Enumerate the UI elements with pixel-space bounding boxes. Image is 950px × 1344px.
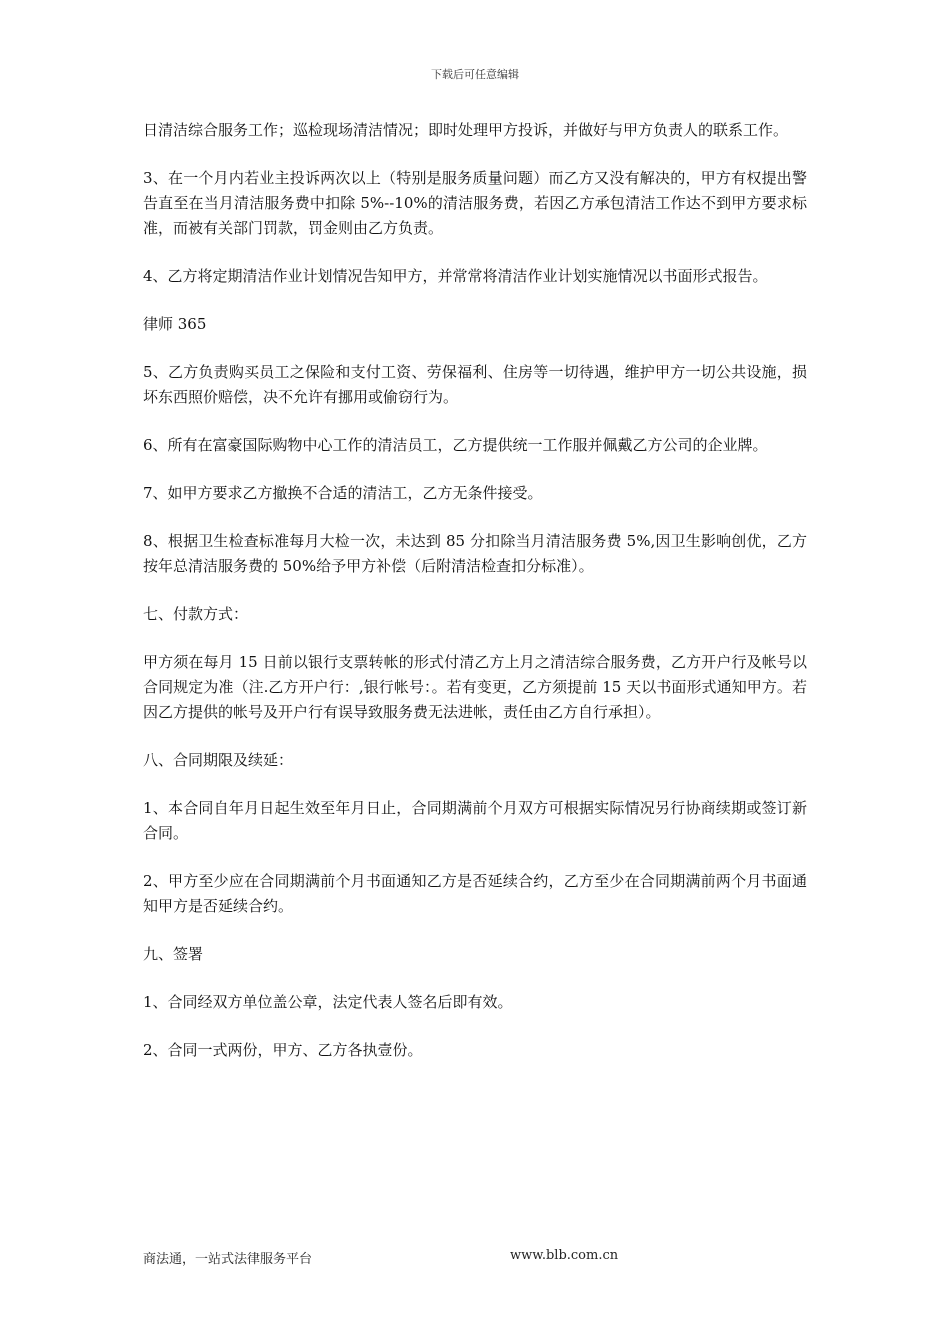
section-heading-term: 八、合同期限及续延： [143,751,294,769]
footer-platform-text: 商法通，一站式法律服务平台 [143,1252,313,1267]
document-body [143,118,807,1086]
paragraph-12: 1、本合同自年月日起生效至年月日止，合同期满前个月双方可根据实际情况另行协商续期或签订新合同。 [143,799,807,842]
paragraph-10: 甲方须在每月 15 日前以银行支票转帐的形式付清乙方上月之清洁综合服务费，乙方开户行及帐号以合同规定为准（注.乙方开户行：,银行帐号：。若有变更，乙方须提前 15 天以书面形式通知甲方。若因乙方提供的帐号及开户行有误导致服务费无法进帐，责任由乙方自行承担）。 [143,653,807,721]
section-heading-signing: 九、签署 [143,945,204,963]
paragraph-8: 8、根据卫生检查标准每月大检一次，未达到 85 分扣除当月清洁服务费 5%,因卫生影响创优，乙方按年总清洁服务费的 50%给予甲方补偿（后附清洁检查扣分标准）。 [143,532,807,575]
footer-website-link[interactable]: www.blb.com.cn [510,1248,619,1263]
paragraph-5: 5、乙方负责购买员工之保险和支付工资、劳保福利、住房等一切待遇，维护甲方一切公共设施，损坏东西照价赔偿，决不允许有挪用或偷窃行为。 [143,363,807,406]
page-header-note: 下载后可任意编辑 [431,68,519,81]
paragraph-6: 6、所有在富豪国际购物中心工作的清洁员工，乙方提供统一工作服并佩戴乙方公司的企业牌。 [143,436,768,454]
paragraph-1: 日清洁综合服务工作；巡检现场清洁情况；即时处理甲方投诉，并做好与甲方负责人的联系工作。 [143,121,789,139]
section-heading-payment: 七、付款方式： [143,605,249,623]
paragraph-7: 7、如甲方要求乙方撤换不合适的清洁工，乙方无条件接受。 [143,484,543,502]
paragraph-3: 4、乙方将定期清洁作业计划情况告知甲方，并常常将清洁作业计划实施情况以书面形式报告。 [143,267,768,285]
paragraph-4: 律师 365 [143,315,207,333]
paragraph-16: 2、合同一式两份，甲方、乙方各执壹份。 [143,1041,423,1059]
paragraph-2: 3、在一个月内若业主投诉两次以上（特别是服务质量问题）而乙方又没有解决的，甲方有权提出警告直至在当月清洁服务费中扣除 5%--10%的清洁服务费，若因乙方承包清洁工作达不到甲方要求标准，而被有关部门罚款，罚金则由乙方负责。 [143,169,807,237]
paragraph-15: 1、合同经双方单位盖公章，法定代表人签名后即有效。 [143,993,513,1011]
paragraph-13: 2、甲方至少应在合同期满前个月书面通知乙方是否延续合约，乙方至少在合同期满前两个月书面通知甲方是否延续合约。 [143,872,807,915]
